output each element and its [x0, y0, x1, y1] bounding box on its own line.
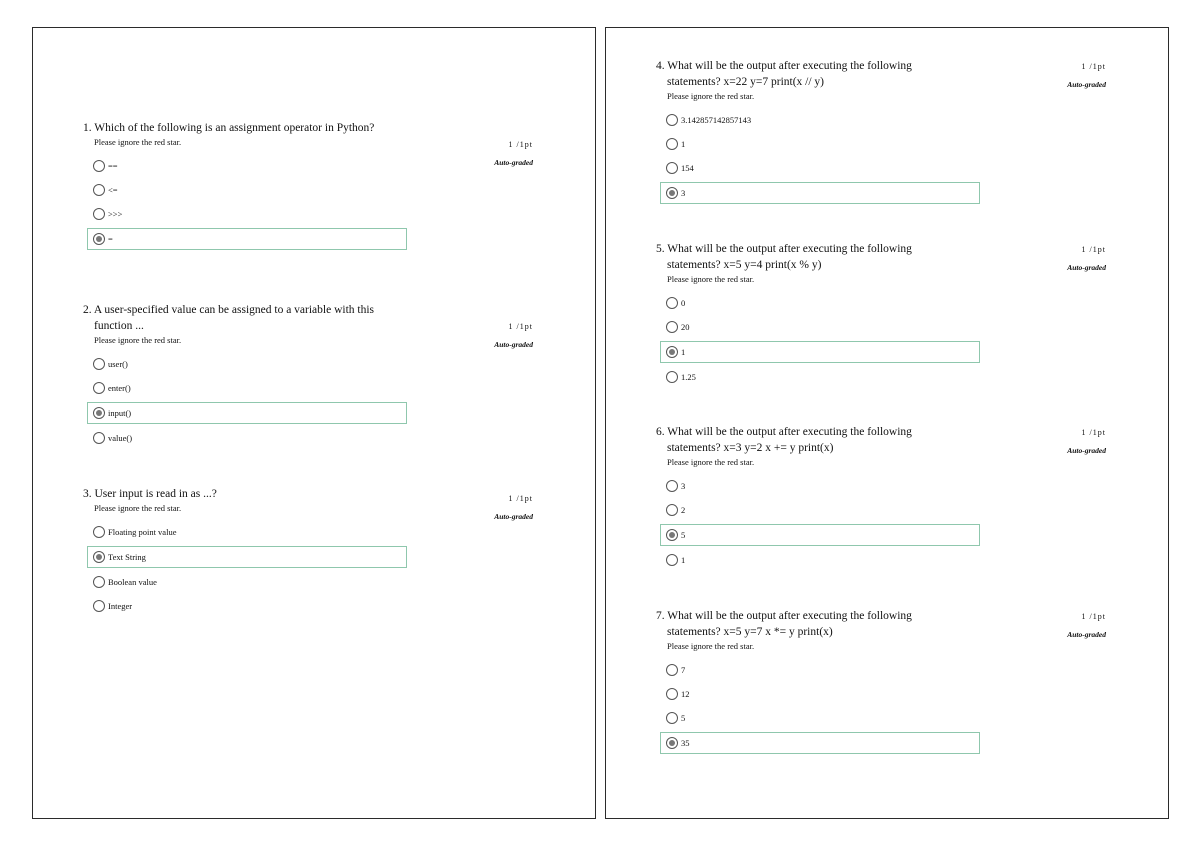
- question-text: [656, 58, 967, 90]
- option[interactable]: [666, 706, 1106, 730]
- question-number: 3.: [83, 488, 92, 500]
- option[interactable]: [666, 108, 1106, 132]
- option-label: value(): [108, 433, 133, 443]
- option-selected[interactable]: [87, 402, 407, 424]
- option[interactable]: [666, 682, 1106, 706]
- options-list: [666, 658, 1106, 754]
- option-label: ==: [108, 161, 118, 171]
- radio-icon[interactable]: [93, 160, 105, 172]
- question-text: [656, 241, 967, 273]
- option[interactable]: [93, 426, 533, 450]
- question-text: [83, 302, 394, 334]
- question-body: What will be the output after executing the following statements? x=22 y=7 print(x // y): [667, 60, 912, 88]
- radio-icon[interactable]: [93, 432, 105, 444]
- option[interactable]: [93, 570, 533, 594]
- graded-label: Auto-graded: [1067, 630, 1106, 639]
- radio-icon[interactable]: [666, 114, 678, 126]
- page-left: [32, 27, 596, 819]
- option-label: >>>: [108, 209, 123, 219]
- options-list: [93, 520, 533, 618]
- option[interactable]: [666, 132, 1106, 156]
- question-body: What will be the output after executing the following statements? x=5 y=4 print(x % y): [667, 243, 912, 271]
- question-3: [83, 486, 533, 618]
- radio-icon[interactable]: [93, 382, 105, 394]
- points-label: 1 /1pt: [508, 494, 533, 503]
- points-label: 1 /1pt: [508, 322, 533, 331]
- question-1: [83, 120, 533, 252]
- radio-icon[interactable]: [93, 208, 105, 220]
- question-5: [656, 241, 1106, 389]
- option-label: 20: [681, 322, 690, 332]
- radio-icon[interactable]: [666, 371, 678, 383]
- option-selected[interactable]: [87, 546, 407, 568]
- option-selected[interactable]: [87, 228, 407, 250]
- option-selected[interactable]: [660, 341, 980, 363]
- option[interactable]: [93, 520, 533, 544]
- option-label: 1: [681, 347, 686, 357]
- option-label: 154: [681, 163, 694, 173]
- option-label: Boolean value: [108, 577, 157, 587]
- question-number: 7.: [656, 610, 665, 622]
- question-meta: [463, 318, 533, 354]
- option-label: 3.142857142857143: [681, 115, 752, 125]
- radio-icon[interactable]: [666, 138, 678, 150]
- question-note: Please ignore the red star.: [94, 335, 182, 345]
- question-body: What will be the output after executing the following statements? x=3 y=2 x += y print(x): [667, 426, 912, 454]
- option[interactable]: [666, 291, 1106, 315]
- option-label: 7: [681, 665, 686, 675]
- question-number: 2.: [83, 304, 92, 316]
- option-label: Text String: [108, 552, 146, 562]
- page-right: [605, 27, 1169, 819]
- question-meta: [1036, 608, 1106, 644]
- option-label: Floating point value: [108, 527, 177, 537]
- radio-icon[interactable]: [666, 664, 678, 676]
- question-body: A user-specified value can be assigned to a variable with this function ...: [93, 304, 375, 332]
- question-text: [656, 608, 967, 640]
- graded-label: Auto-graded: [494, 340, 533, 349]
- question-body: Which of the following is an assignment operator in Python?: [94, 122, 375, 134]
- question-6: [656, 424, 1106, 572]
- graded-label: Auto-graded: [1067, 263, 1106, 272]
- points-label: 1 /1pt: [508, 140, 533, 149]
- option[interactable]: [666, 658, 1106, 682]
- option[interactable]: [666, 315, 1106, 339]
- radio-icon[interactable]: [93, 600, 105, 612]
- question-meta: [1036, 424, 1106, 460]
- question-number: 5.: [656, 243, 665, 255]
- options-list: [666, 291, 1106, 389]
- radio-checked-icon[interactable]: [93, 407, 105, 419]
- radio-checked-icon[interactable]: [666, 187, 678, 199]
- question-7: [656, 608, 1106, 756]
- option-label: 0: [681, 298, 686, 308]
- option-label: 5: [681, 530, 686, 540]
- option[interactable]: [93, 154, 533, 178]
- option-label: Integer: [108, 601, 133, 611]
- radio-icon[interactable]: [93, 576, 105, 588]
- graded-label: Auto-graded: [494, 512, 533, 521]
- question-2: [83, 302, 533, 450]
- points-label: 1 /1pt: [1081, 245, 1106, 254]
- option[interactable]: [666, 498, 1106, 522]
- radio-icon[interactable]: [93, 184, 105, 196]
- question-text: [83, 486, 394, 502]
- option-label: 35: [681, 738, 690, 748]
- option-label: 1.25: [681, 372, 696, 382]
- option-label: 3: [681, 188, 686, 198]
- points-label: 1 /1pt: [1081, 428, 1106, 437]
- option[interactable]: [93, 178, 533, 202]
- option-label: <=: [108, 185, 118, 195]
- question-4: [656, 58, 1106, 206]
- options-list: [666, 474, 1106, 572]
- option[interactable]: [666, 156, 1106, 180]
- radio-icon[interactable]: [93, 358, 105, 370]
- question-number: 6.: [656, 426, 665, 438]
- radio-checked-icon[interactable]: [93, 233, 105, 245]
- radio-icon[interactable]: [666, 162, 678, 174]
- question-meta: [1036, 241, 1106, 277]
- option-label: input(): [108, 408, 132, 418]
- option-label: =: [108, 234, 113, 244]
- radio-icon[interactable]: [666, 554, 678, 566]
- question-note: Please ignore the red star.: [667, 91, 755, 101]
- graded-label: Auto-graded: [494, 158, 533, 167]
- question-note: Please ignore the red star.: [667, 641, 755, 651]
- options-list: [666, 108, 1106, 204]
- radio-icon[interactable]: [93, 526, 105, 538]
- question-body: User input is read in as ...?: [94, 488, 217, 500]
- points-label: 1 /1pt: [1081, 62, 1106, 71]
- question-note: Please ignore the red star.: [667, 274, 755, 284]
- question-number: 4.: [656, 60, 665, 72]
- radio-icon[interactable]: [666, 321, 678, 333]
- option-selected[interactable]: [660, 524, 980, 546]
- option-label: 1: [681, 139, 686, 149]
- option-label: 1: [681, 555, 686, 565]
- question-note: Please ignore the red star.: [667, 457, 755, 467]
- radio-icon[interactable]: [666, 480, 678, 492]
- option-label: 12: [681, 689, 690, 699]
- option-label: enter(): [108, 383, 131, 393]
- radio-checked-icon[interactable]: [666, 737, 678, 749]
- question-body: What will be the output after executing the following statements? x=5 y=7 x *= y print(x): [667, 610, 912, 638]
- option[interactable]: [93, 202, 533, 226]
- radio-checked-icon[interactable]: [666, 529, 678, 541]
- radio-checked-icon[interactable]: [93, 551, 105, 563]
- question-number: 1.: [83, 122, 92, 134]
- option[interactable]: [666, 365, 1106, 389]
- graded-label: Auto-graded: [1067, 80, 1106, 89]
- points-label: 1 /1pt: [1081, 612, 1106, 621]
- radio-icon[interactable]: [666, 504, 678, 516]
- option[interactable]: [93, 376, 533, 400]
- question-text: [83, 120, 394, 136]
- graded-label: Auto-graded: [1067, 446, 1106, 455]
- radio-icon[interactable]: [666, 297, 678, 309]
- option[interactable]: [93, 594, 533, 618]
- radio-icon[interactable]: [666, 688, 678, 700]
- option-selected[interactable]: [660, 182, 980, 204]
- question-note: Please ignore the red star.: [94, 137, 182, 147]
- option-label: 2: [681, 505, 686, 515]
- option-label: user(): [108, 359, 128, 369]
- option[interactable]: [666, 548, 1106, 572]
- option-label: 3: [681, 481, 686, 491]
- options-list: [93, 352, 533, 450]
- radio-icon[interactable]: [666, 712, 678, 724]
- question-meta: [1036, 58, 1106, 94]
- question-note: Please ignore the red star.: [94, 503, 182, 513]
- option[interactable]: [666, 474, 1106, 498]
- question-text: [656, 424, 967, 456]
- option-label: 5: [681, 713, 686, 723]
- options-list: [93, 154, 533, 250]
- radio-checked-icon[interactable]: [666, 346, 678, 358]
- option[interactable]: [93, 352, 533, 376]
- option-selected[interactable]: [660, 732, 980, 754]
